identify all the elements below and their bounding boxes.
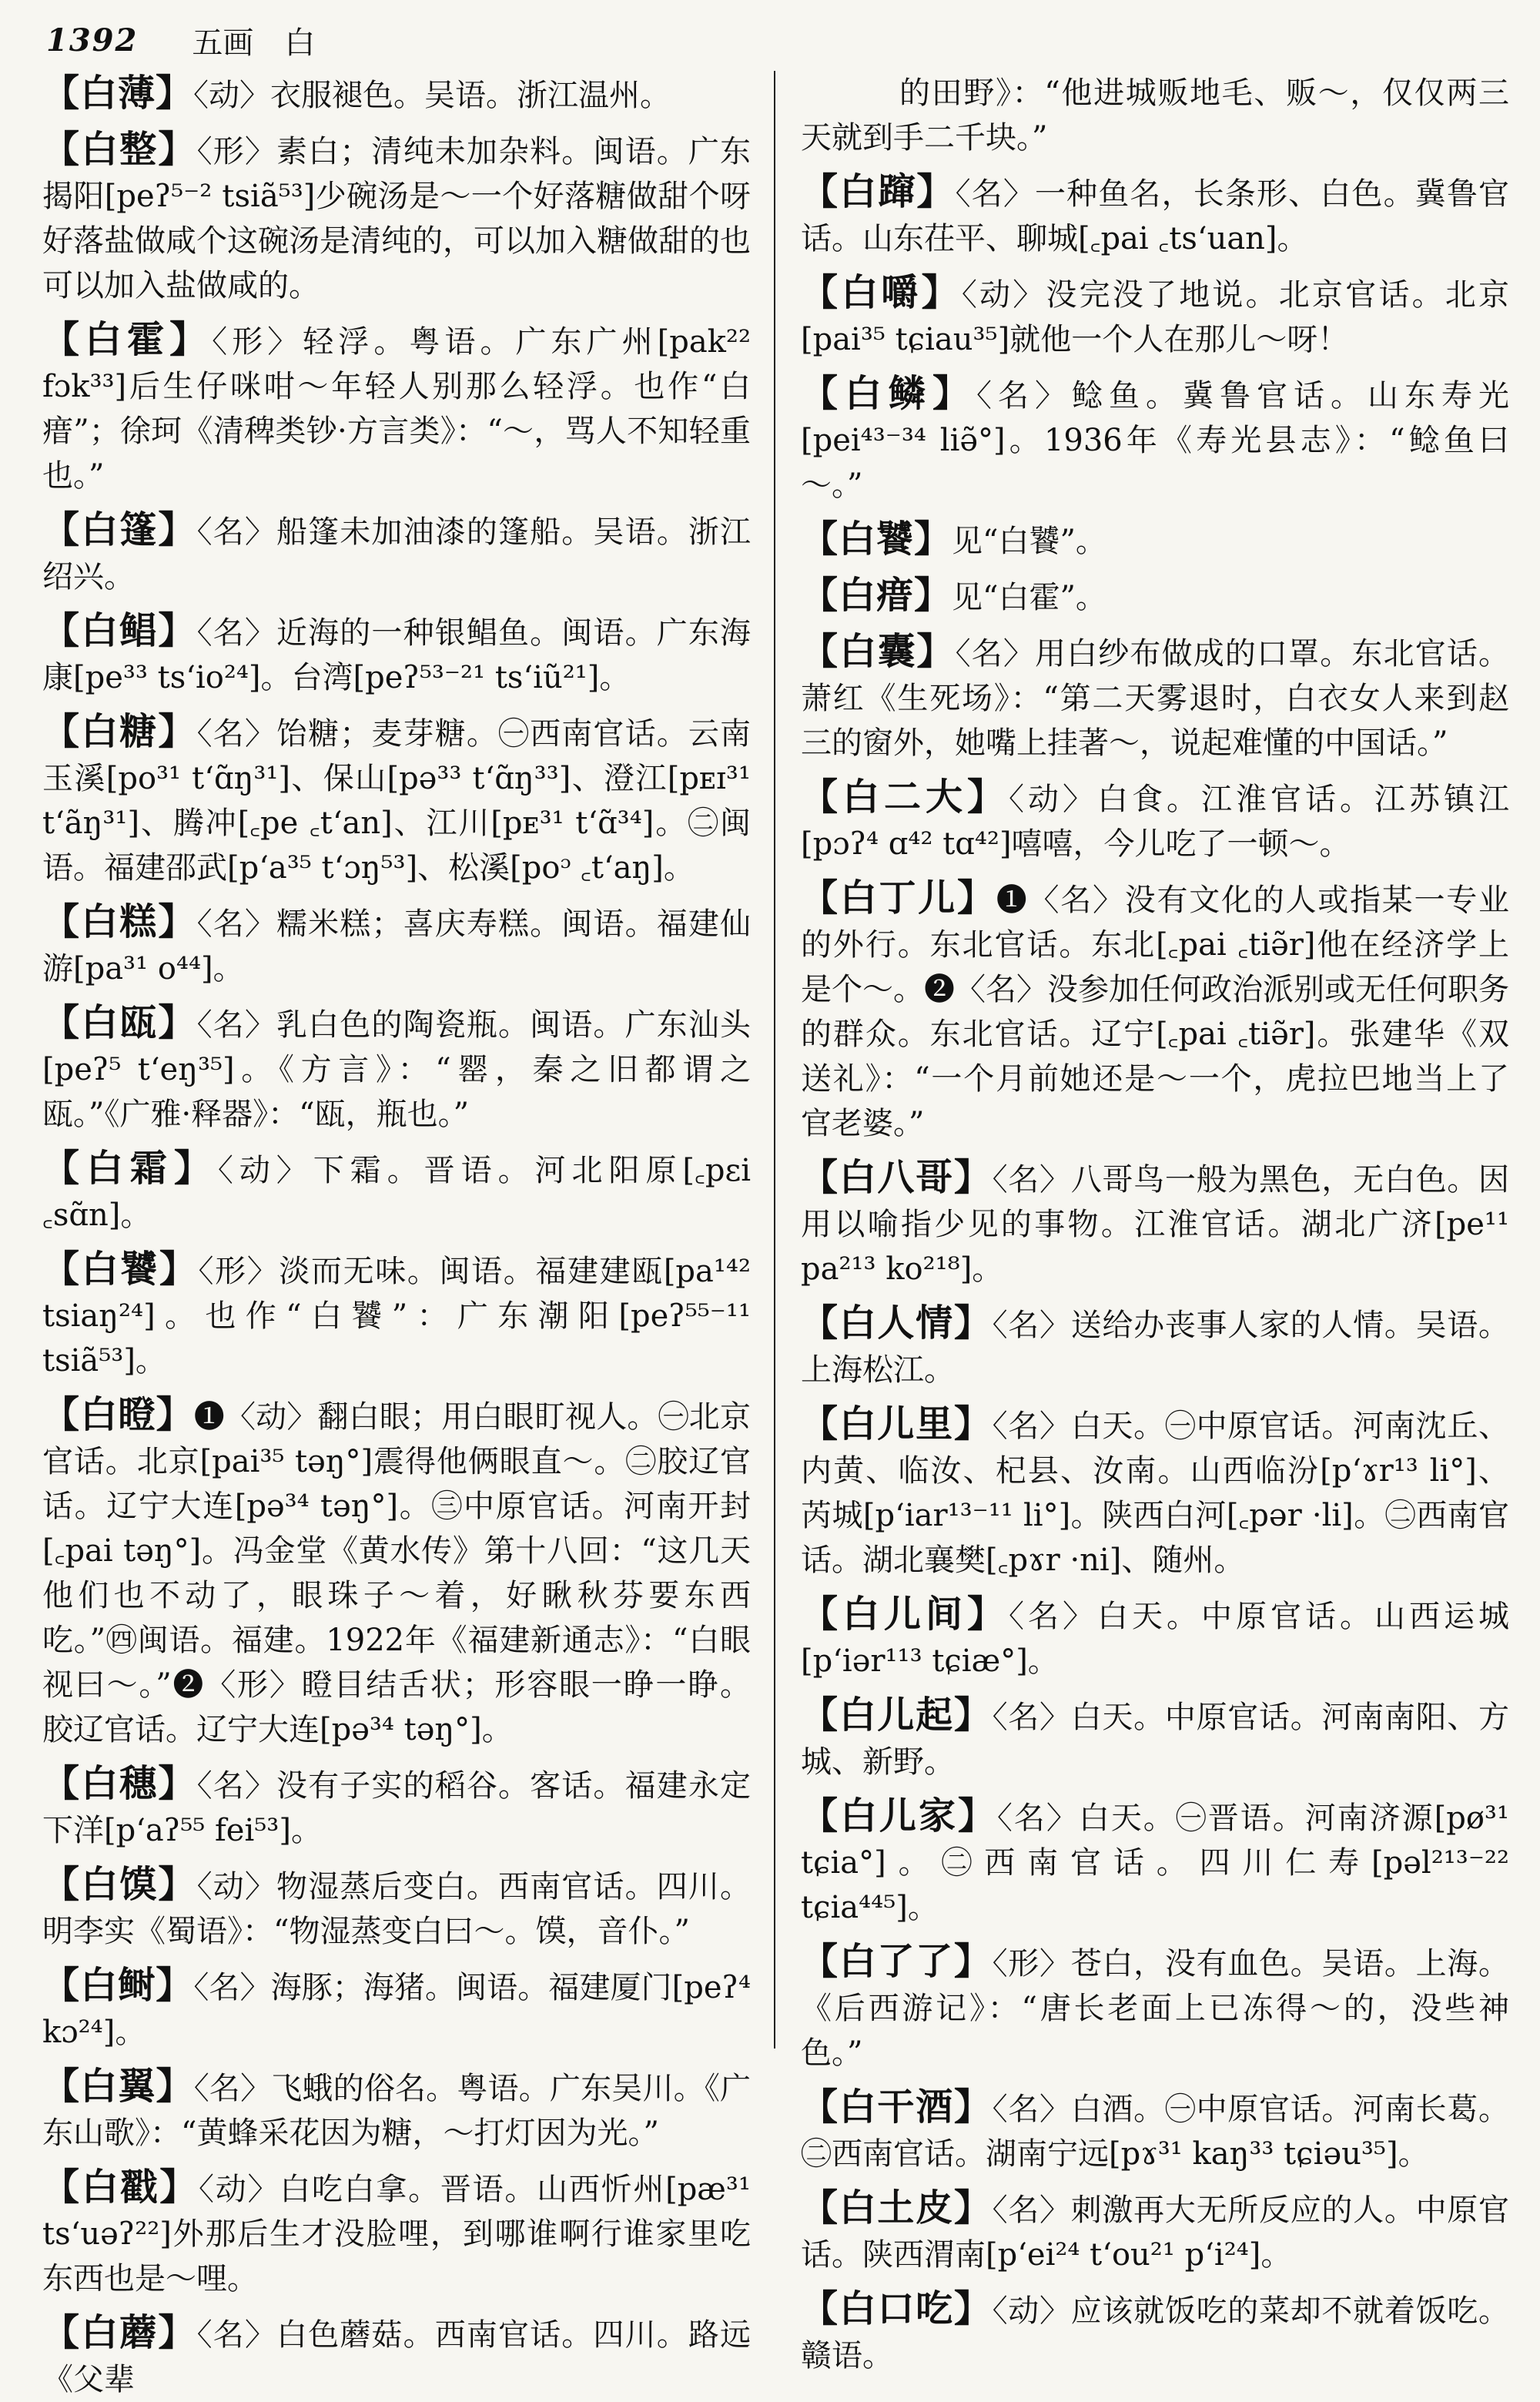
dictionary-entry [801, 71, 1509, 160]
dictionary-entry [801, 1301, 1509, 1392]
dictionary-entry [42, 1247, 751, 1383]
dictionary-entry [42, 709, 751, 890]
entry-definition: 〈形〉素白；清纯未加杂料。闽语。广东揭阳[peʔ⁵⁻² tsiã⁵³]少碗汤是～一个好落糖做甜个呀好落盐做咸个这碗汤是清纯的，可以加入糖做甜的也可以加入盐做咸的。 [42, 134, 751, 303]
entry-headword: 【白篷】 [42, 508, 197, 551]
entry-definition: 〈名〉糯米糕；喜庆寿糕。闽语。福建仙游[pa³¹ o⁴⁴]。 [42, 906, 751, 987]
entry-definition: 〈名〉白天。中原官话。山西运城[p‘iər¹¹³ tɕiæ°]。 [801, 1599, 1509, 1679]
dictionary-entry [801, 2186, 1509, 2277]
dictionary-entry [42, 508, 751, 599]
entry-definition: 〈名〉刺激再大无所反应的人。中原官话。陕西渭南[p‘ei²⁴ t‘ou²¹ p‘i²⁴]。 [801, 2193, 1509, 2273]
dictionary-entry [42, 1146, 751, 1238]
entry-definition: 〈动〉白食。江淮官话。江苏镇江[pɔʔ⁴ ɑ⁴² tɑ⁴²]嘻嘻，今儿吃了一顿～。 [801, 782, 1509, 862]
entry-definition: 〈名〉白天。中原官话。河南南阳、方城、新野。 [801, 1700, 1509, 1780]
entry-definition: 〈名〉白天。㊀中原官话。河南沈丘、内黄、临汝、杞县、汝南。山西临汾[p‘ɤr¹³ li°]、芮城[p‘iar¹³⁻¹¹ li°]。陕西白河[꜀pər ·li]。㊁西南官话。湖北襄樊[꜀pɤr ·ni]、随州。 [801, 1409, 1509, 1578]
entry-headword: 【白瞪】 [42, 1393, 194, 1436]
dictionary-entry [801, 371, 1509, 508]
entry-headword: 【白霜】 [42, 1147, 218, 1190]
entry-headword: 【白二大】 [801, 776, 1009, 819]
dictionary-entry [42, 608, 751, 700]
entry-headword: 【白鲥】 [42, 1964, 194, 2007]
entry-headword: 【白瓯】 [42, 1001, 197, 1044]
entry-definition: 〈动〉下霜。晋语。河北阳原[꜀pɛi ꜀sɑ̃n]。 [42, 1153, 751, 1233]
entry-headword: 【白儿里】 [801, 1402, 993, 1446]
dictionary-entry [801, 2286, 1509, 2378]
entry-definition: 〈动〉衣服褪色。吴语。浙江温州。 [193, 78, 671, 113]
entry-headword: 【白鲳】 [42, 609, 197, 652]
entry-definition: 〈名〉白酒。㊀中原官话。河南长葛。㊁西南官话。湖南宁远[pɤ³¹ kaŋ³³ tɕiəu³⁵]。 [801, 2092, 1509, 2172]
entry-definition: 〈名〉近海的一种银鲳鱼。闽语。广东海康[pe³³ ts‘io²⁴]。台湾[peʔ⁵³⁻²¹ ts‘iũ²¹]。 [42, 615, 751, 695]
section-title [192, 18, 315, 62]
entry-headword: 【白翼】 [42, 2065, 194, 2108]
page-header [46, 17, 315, 63]
dictionary-entry [801, 573, 1509, 620]
entry-definition: 〈动〉白吃白拿。晋语。山西忻州[pæ³¹ ts‘uəʔ²²]外那后生才没脸哩，到哪谁啊行谁家里吃东西也是～哩。 [42, 2172, 751, 2296]
dictionary-entry [42, 2064, 751, 2156]
entry-headword: 【白儿家】 [801, 1794, 997, 1838]
entry-definition: 〈形〉淡而无味。闽语。福建建瓯[pa¹⁴² tsiaŋ²⁴]。也作“白饕”：广东潮阳[peʔ⁵⁵⁻¹¹ tsiã⁵³]。 [42, 1254, 751, 1379]
entry-headword: 【白饕】 [42, 1248, 199, 1291]
dictionary-entry [801, 270, 1509, 362]
column-divider [774, 71, 775, 2049]
entry-definition: 〈名〉用白纱布做成的口罩。东北官话。萧红《生死场》：“第二天雾退时，白衣女人来到赵三的窗外，她嘴上挂著～，说起难懂的中国话。” [801, 636, 1509, 761]
entry-definition: 的田野》：“他进城贩地毛、贩～，仅仅两三天就到手二千块。” [801, 75, 1509, 156]
entry-headword: 【白干酒】 [801, 2085, 993, 2129]
entry-definition: 〈形〉苍白，没有血色。吴语。上海。《后西游记》：“唐长老面上已冻得～的，没些神色。” [801, 1946, 1509, 2071]
entry-headword: 【白口吃】 [801, 2287, 993, 2330]
entry-definition: 〈形〉轻浮。粤语。广东广州[pak²² fɔk³³]后生仔咪咁～年轻人别那么轻浮。也作“白瘄”；徐珂《清稗类钞·方言类》：“～，骂人不知轻重也。” [42, 324, 751, 494]
entry-definition: 见“白饕”。 [952, 524, 1106, 559]
entry-headword: 【白人情】 [801, 1302, 993, 1345]
entry-headword: 【白鳞】 [801, 372, 976, 415]
right-column [801, 71, 1509, 2374]
dictionary-entry [42, 1761, 751, 1853]
dictionary-entry [801, 876, 1509, 1146]
entry-headword: 【白丁儿】 [801, 876, 996, 920]
entry-definition: 〈动〉物湿蒸后变白。西南官话。四川。明李实《蜀语》：“物湿蒸变白曰～。馍，音仆。” [42, 1869, 751, 1949]
dictionary-entry [42, 2165, 751, 2301]
dictionary-entry [801, 517, 1509, 564]
entry-headword: 【白蹿】 [801, 170, 956, 213]
entry-definition: 〈名〉白色蘑菇。西南官话。四川。路远《父辈 [42, 2317, 751, 2397]
entry-definition: 见“白霍”。 [952, 580, 1106, 615]
dictionary-entry [42, 2310, 751, 2402]
entry-headword: 【白嚼】 [801, 271, 962, 314]
page-number: 1392 [46, 22, 139, 59]
dictionary-entry [42, 1000, 751, 1137]
dictionary-entry [801, 1402, 1509, 1583]
entry-headword: 【白了了】 [801, 1940, 993, 1983]
entry-headword: 【白薄】 [42, 72, 194, 115]
entry-definition: 〈名〉八哥鸟一般为黑色，无白色。因用以喻指少见的事物。江淮官话。湖北广济[pe¹¹ pa²¹³ ko²¹⁸]。 [801, 1162, 1509, 1287]
entry-definition: 〈名〉飞蛾的俗名。粤语。广东吴川。《广东山歌》：“黄蜂采花因为糖，～打灯因为光。” [42, 2071, 751, 2151]
entry-definition: 〈名〉饴糖；麦芽糖。㊀西南官话。云南玉溪[po³¹ t‘ɑ̃ŋ³¹]、保山[pə³³ t‘ɑ̃ŋ³³]、澄江[pᴇɪ³¹ t‘ãŋ³¹]、腾冲[꜀pe ꜀t‘an]、江川[pᴇ³¹ t‘ɑ̃³⁴]。㊁闽语。福建邵武[p‘a³⁵ t‘ɔŋ⁵³]、松溪[poᵓ ꜀t‘aŋ]。 [42, 716, 751, 886]
entry-headword: 【白蘑】 [42, 2311, 197, 2354]
entry-definition: 〈名〉白天。㊀晋语。河南济源[pø³¹ tɕia°]。㊁西南官话。四川仁寿[pəl²¹³⁻²² tɕia⁴⁴⁵]。 [801, 1801, 1509, 1925]
dictionary-entry [42, 899, 751, 991]
dictionary-entry [42, 127, 751, 308]
dictionary-entry [801, 629, 1509, 765]
entry-definition: 〈名〉海豚；海猪。闽语。福建厦门[peʔ⁴ kɔ²⁴]。 [42, 1970, 751, 2050]
entry-headword: 【白糕】 [42, 900, 197, 943]
entry-headword: 【白戳】 [42, 2166, 199, 2209]
entry-headword: 【白穗】 [42, 1762, 197, 1805]
radical-label: 白 [284, 25, 316, 61]
entry-headword: 【白儿间】 [801, 1593, 1009, 1636]
entry-definition: 〈名〉一种鱼名，长条形、白色。冀鲁官话。山东茌平、聊城[꜀pai ꜀ts‘uan]。 [801, 176, 1509, 256]
dictionary-entry [801, 775, 1509, 866]
dictionary-entry [801, 1693, 1509, 1784]
entry-definition: 〈动〉没完没了地说。北京官话。北京[pai³⁵ tɕiau³⁵]就他一个人在那儿～呀！ [801, 277, 1509, 357]
stroke-count-label: 五画 [192, 25, 254, 61]
entry-headword: 【白饕】 [801, 518, 952, 561]
dictionary-entry [801, 169, 1509, 261]
dictionary-entry [42, 1862, 751, 1954]
dictionary-entry [42, 317, 751, 498]
left-column [42, 71, 751, 2397]
dictionary-entry [42, 71, 751, 118]
entry-definition: 〈名〉没有子实的稻谷。客话。福建永定下洋[p‘aʔ⁵⁵ fei⁵³]。 [42, 1768, 751, 1848]
entry-definition: ❶〈名〉没有文化的人或指某一专业的外行。东北官话。东北[꜀pai ꜀tiə̃r]他在经济学上是个～。❷〈名〉没参加任何政治派别或无任何职务的群众。东北官话。辽宁[꜀pai ꜀tiə̃r]。张建华《双送礼》：“一个月前她还是～一个，虎拉巴地当上了官老婆。” [801, 883, 1509, 1141]
entry-headword: 【白土皮】 [801, 2186, 993, 2229]
dictionary-entry [42, 1963, 751, 2055]
entry-headword: 【白瘄】 [801, 574, 952, 617]
entry-definition: ❶〈动〉翻白眼；用白眼盯视人。㊀北京官话。北京[pai³⁵ təŋ°]震得他俩眼直～。㊁胶辽官话。辽宁大连[pə³⁴ təŋ°]。㊂中原官话。河南开封[꜀pai təŋ°]。冯金堂《黄水传》第十八回：“这几天他们也不动了，眼珠子～着，好瞅秋芬要东西吃。”㊃闽语。福建。1922年《福建新通志》：“白眼视曰～。”❷〈形〉瞪目结舌状；形容眼一睁一睁。胶辽官话。辽宁大连[pə³⁴ təŋ°]。 [42, 1399, 751, 1747]
dictionary-entry [801, 1592, 1509, 1683]
entry-definition: 〈名〉鲶鱼。冀鲁官话。山东寿光[pei⁴³⁻³⁴ liə̃°]。1936年《寿光县志》：“鲶鱼曰～。” [801, 378, 1509, 503]
entry-headword: 【白儿起】 [801, 1693, 993, 1737]
dictionary-entry [801, 1794, 1509, 1930]
entry-headword: 【白馍】 [42, 1863, 197, 1906]
entry-definition: 〈动〉应该就饭吃的菜却不就着饭吃。赣语。 [801, 2293, 1509, 2374]
entry-definition: 〈名〉船篷未加油漆的篷船。吴语。浙江绍兴。 [42, 514, 751, 595]
dictionary-entry [42, 1392, 751, 1752]
dictionary-entry [801, 1155, 1509, 1291]
entry-headword: 【白八哥】 [801, 1156, 993, 1199]
entry-definition: 〈名〉送给办丧事人家的人情。吴语。上海松江。 [801, 1308, 1509, 1388]
entry-headword: 【白糖】 [42, 710, 197, 753]
dictionary-entry [801, 1939, 1509, 2075]
entry-headword: 【白囊】 [801, 630, 956, 673]
entry-definition: 〈名〉乳白色的陶瓷瓶。闽语。广东汕头[peʔ⁵ t‘eŋ³⁵]。《方言》：“罂，秦之旧都谓之瓯。”《广雅·释器》：“瓯，瓶也。” [42, 1007, 751, 1132]
entry-headword: 【白霍】 [42, 318, 213, 361]
dictionary-entry [801, 2085, 1509, 2176]
entry-headword: 【白整】 [42, 128, 197, 171]
